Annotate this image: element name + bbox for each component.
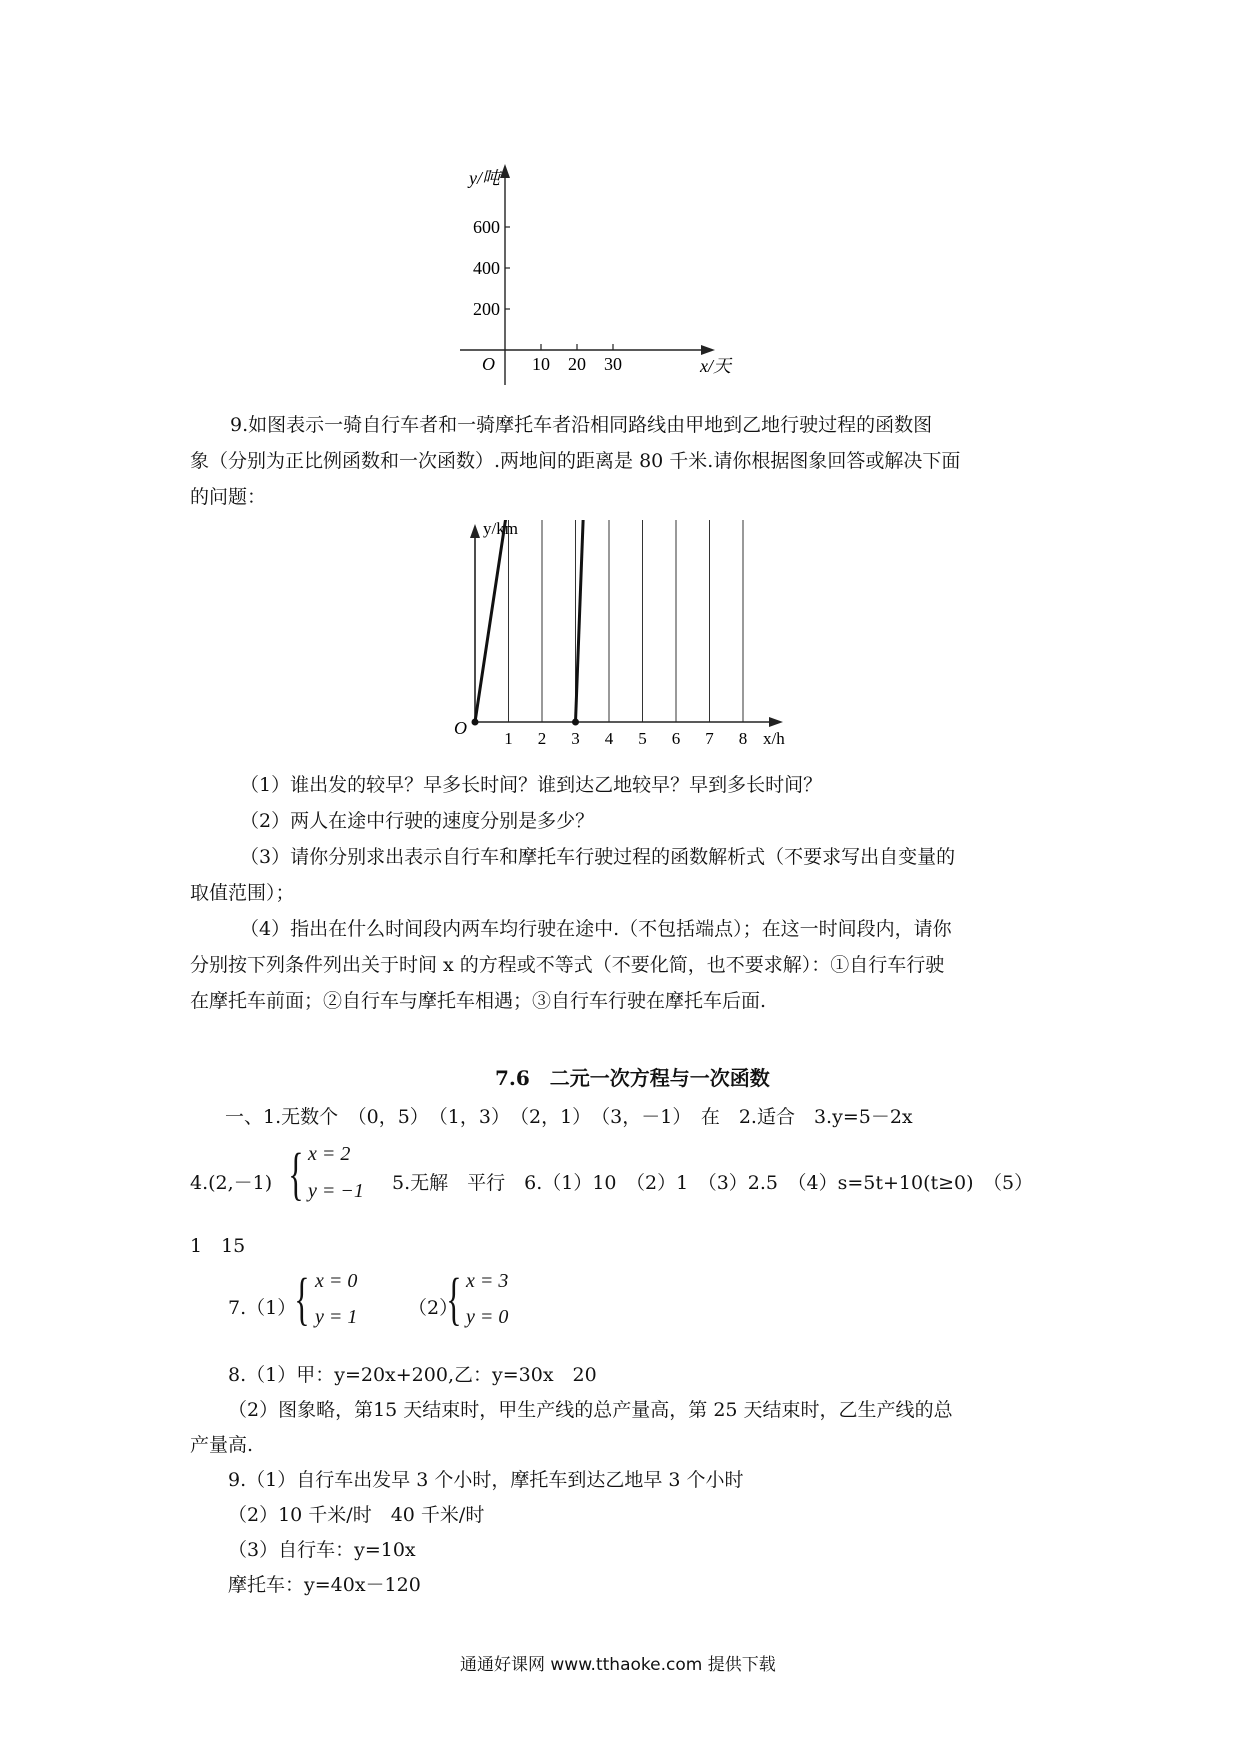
x-tick-label: 3 — [571, 729, 580, 748]
chart-distance-time — [430, 520, 820, 755]
question-1: （1）谁出发的较早？早多长时间？谁到达乙地较早？早到多长时间？ — [240, 774, 823, 796]
endpoint-marker — [572, 719, 579, 726]
section-title: 7.6 二元一次方程与一次函数 — [495, 1066, 770, 1090]
origin-label: O — [482, 354, 495, 374]
y-axis-arrow-icon — [470, 524, 480, 538]
question-3-line2: 取值范围）； — [190, 882, 295, 904]
answer-line-3: 1 15 — [190, 1235, 246, 1257]
origin-label: O — [454, 718, 467, 738]
y-tick-label: 400 — [473, 258, 500, 278]
x-tick-label: 5 — [638, 729, 647, 748]
x-axis-arrow-icon — [701, 345, 715, 355]
x-tick-label: 10 — [532, 354, 550, 374]
endpoint-marker — [472, 719, 479, 726]
left-brace-icon: { — [288, 1141, 304, 1206]
x-axis-label: x/h — [763, 729, 785, 748]
answer-9-line2: （2）10 千米/时 40 千米/时 — [228, 1504, 485, 1526]
answer-9-line4: 摩托车：y=40x－120 — [228, 1574, 421, 1596]
answer-8-line3: 产量高. — [190, 1434, 254, 1456]
y-axis-arrow-icon — [500, 164, 510, 178]
question-3-line1: （3）请你分别求出表示自行车和摩托车行驶过程的函数解析式（不要求写出自变量的 — [240, 846, 956, 868]
answer-4-label: 4.(2,－1) — [190, 1172, 273, 1194]
system2-bottom: y = 1 — [315, 1306, 358, 1328]
footer-source: 通通好课网 www.tthaoke.com 提供下载 — [460, 1655, 776, 1675]
x-tick-label: 8 — [738, 729, 748, 748]
left-brace-icon: { — [294, 1266, 310, 1331]
problem9-intro-line2: 象（分别为正比例函数和一次函数）.两地间的距离是 80 千米.请你根据图象回答或解决下面 — [190, 450, 961, 472]
y-axis-label: y/吨 — [469, 168, 500, 188]
x-tick-label: 20 — [568, 354, 586, 374]
answer-9-line3: （3）自行车：y=10x — [228, 1539, 416, 1561]
y-axis-label: y/km — [483, 520, 518, 538]
x-tick-label: 7 — [705, 729, 714, 748]
answer-line-1: 一、1.无数个 （0，5） （1，3） （2，1） （3，－1） 在 2.适合 3.y=5－2x — [225, 1106, 913, 1128]
answer-9-line1: 9.（1）自行车出发早 3 个小时，摩托车到达乙地早 3 个小时 — [228, 1469, 744, 1491]
answer-7-part2-label: （2） — [408, 1297, 459, 1319]
x-axis-label: x/天 — [700, 356, 731, 376]
question-4-line2: 分别按下列条件列出关于时间 x 的方程或不等式（不要化简，也不要求解）：①自行车行驶 — [190, 954, 945, 976]
question-2: （2）两人在途中行驶的速度分别是多少？ — [240, 810, 595, 832]
x-tick-label: 2 — [537, 729, 547, 748]
answer-8-line1: 8.（1）甲：y=20x+200,乙：y=30x 20 — [228, 1364, 597, 1386]
left-brace-icon: { — [446, 1266, 462, 1331]
answer-8-line2: （2）图象略，第15 天结束时，甲生产线的总产量高，第 25 天结束时，乙生产线的总 — [228, 1399, 953, 1421]
question-4-line1: （4）指出在什么时间段内两车均行驶在途中.（不包括端点）；在这一时间段内，请你 — [240, 918, 952, 940]
chart-tons-days — [430, 160, 750, 400]
x-tick-label: 6 — [671, 729, 681, 748]
question-4-line3: 在摩托车前面；②自行车与摩托车相遇；③自行车行驶在摩托车后面. — [190, 990, 767, 1012]
system1-bottom: y = −1 — [308, 1180, 364, 1202]
system3-bottom: y = 0 — [466, 1306, 509, 1328]
problem9-intro-line1: 9.如图表示一骑自行车者和一骑摩托车者沿相同路线由甲地到乙地行驶过程的函数图 — [230, 414, 933, 436]
y-tick-label: 200 — [473, 299, 500, 319]
system1-top: x = 2 — [308, 1143, 351, 1165]
x-axis-arrow-icon — [769, 717, 783, 727]
system3-top: x = 3 — [466, 1270, 509, 1292]
x-tick-label: 1 — [504, 729, 513, 748]
system2-top: x = 0 — [315, 1270, 358, 1292]
problem9-intro-line3: 的问题： — [190, 486, 267, 508]
y-tick-label: 600 — [473, 217, 500, 237]
answer-5-6: 5.无解 平行 6.（1）10 （2）1 （3）2.5 （4）s=5t+10(t≥0) （5） — [392, 1172, 1034, 1194]
x-tick-label: 30 — [604, 354, 622, 374]
answer-7-label: 7.（1） — [228, 1297, 297, 1319]
x-tick-label: 4 — [604, 729, 614, 748]
